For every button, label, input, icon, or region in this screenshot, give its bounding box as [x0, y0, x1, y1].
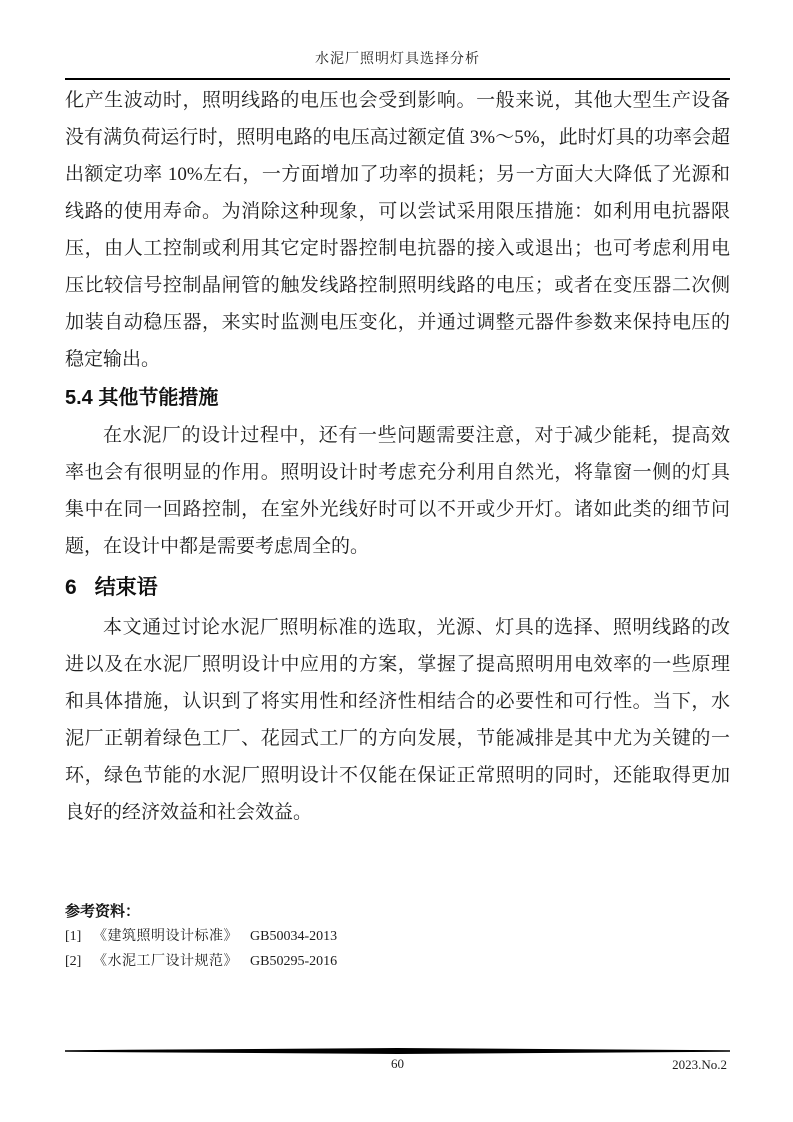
references-section	[65, 900, 730, 974]
paragraph-line: 稳定输出。	[65, 349, 161, 370]
paragraph-line: 化产生波动时，照明线路的电压也会受到影响。一般来说，其他大型生产设备	[65, 90, 730, 111]
section-number: 6	[65, 576, 77, 599]
reference-standard-code: GB50295-2016	[250, 954, 338, 969]
paragraph-line: 本文通过讨论水泥厂照明标准的选取，光源、灯具的选择、照明线路的改	[103, 617, 730, 638]
reference-title: 《水泥工厂设计规范》	[93, 954, 238, 969]
header-rule	[65, 78, 730, 80]
paragraph-line: 加装自动稳压器，来实时监测电压变化，并通过调整元器件参数来保持电压的	[65, 312, 730, 333]
section-heading-5-4: 5.4 其他节能措施	[65, 387, 219, 409]
paragraph-conclusion	[65, 609, 730, 831]
body-text	[65, 82, 730, 831]
references-label: 参考资料：	[65, 903, 141, 920]
reference-number: [2]	[65, 954, 82, 969]
paragraph-line: 环，绿色节能的水泥厂照明设计不仅能在保证正常照明的同时，还能取得更加	[65, 765, 730, 786]
paragraph-line: 出额定功率 10%左右，一方面增加了功率的损耗；另一方面大大降低了光源和	[65, 164, 730, 185]
paragraph-line: 率也会有很明显的作用。照明设计时考虑充分利用自然光，将靠窗一侧的灯具	[65, 462, 730, 483]
issue-number: 2023.No.2	[672, 1057, 727, 1072]
reference-number: [1]	[65, 929, 82, 944]
paragraph-line: 没有满负荷运行时，照明电路的电压高过额定值 3%～5%，此时灯具的功率会超	[65, 127, 730, 148]
paragraph-voltage	[65, 82, 730, 378]
page-content	[65, 0, 730, 831]
paragraph-line: 在水泥厂的设计过程中，还有一些问题需要注意，对于减少能耗，提高效	[103, 425, 730, 446]
reference-title: 《建筑照明设计标准》	[93, 929, 238, 944]
section-heading-6	[65, 572, 730, 604]
paragraph-line: 泥厂正朝着绿色工厂、花园式工厂的方向发展，节能减排是其中尤为关键的一	[65, 728, 730, 749]
paragraph-line: 线路的使用寿命。为消除这种现象，可以尝试采用限压措施：如利用电抗器限	[65, 201, 730, 222]
section-title: 结束语	[94, 576, 158, 599]
reference-item	[65, 924, 730, 949]
footer-rule	[65, 1048, 730, 1054]
reference-standard-code: GB50034-2013	[250, 929, 338, 944]
page-number: 60	[391, 1056, 404, 1071]
paragraph-line: 进以及在水泥厂照明设计中应用的方案，掌握了提高照明用电效率的一些原理	[65, 654, 730, 675]
reference-item	[65, 949, 730, 974]
paragraph-other-measures	[65, 417, 730, 565]
paragraph-line: 压，由人工控制或利用其它定时器控制电抗器的接入或退出；也可考虑利用电	[65, 238, 730, 259]
paragraph-line: 和具体措施，认识到了将实用性和经济性相结合的必要性和可行性。当下，水	[65, 691, 730, 712]
paragraph-line: 压比较信号控制晶闸管的触发线路控制照明线路的电压；或者在变压器二次侧	[65, 275, 730, 296]
paragraph-line: 良好的经济效益和社会效益。	[65, 802, 313, 823]
paragraph-line: 题，在设计中都是需要考虑周全的。	[65, 536, 370, 557]
running-head-title: 水泥厂照明灯具选择分析	[315, 52, 480, 67]
paragraph-line: 集中在同一回路控制，在室外光线好时可以不开或少开灯。诸如此类的细节问	[65, 499, 730, 520]
